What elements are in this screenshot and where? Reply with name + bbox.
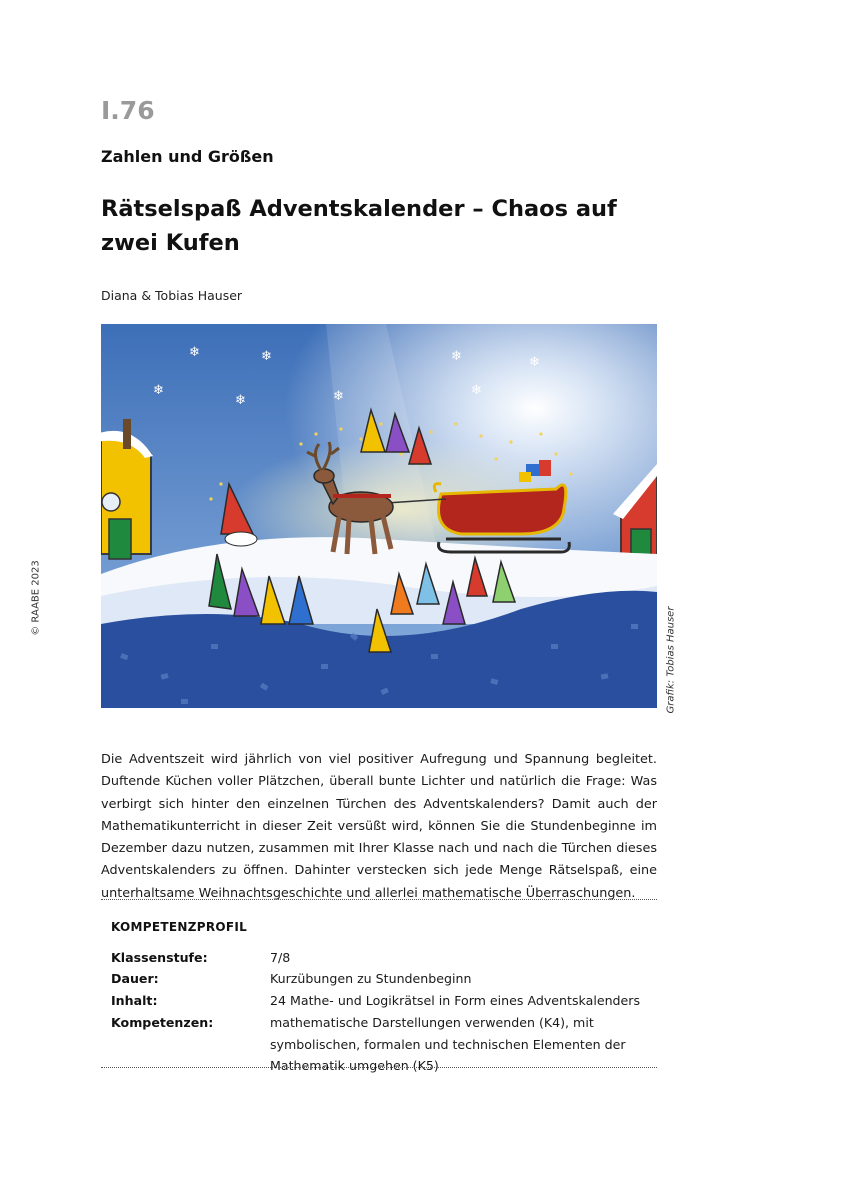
- page-title: Rätselspaß Adventskalender – Chaos auf zwei Kufen: [101, 196, 617, 256]
- svg-text:❄: ❄: [451, 349, 462, 364]
- profile-value: mathematische Darstellungen verwenden (K4), mit symbolischen, formalen und technischen Elementen der Mathematik umgehen (K5): [270, 1015, 626, 1073]
- profile-label: Dauer:: [111, 971, 159, 986]
- authors: Diana & Tobias Hauser: [101, 288, 243, 303]
- copyright-note: © RAABE 2023: [30, 560, 42, 636]
- profile-value: 24 Mathe- und Logikrätsel in Form eines Adventskalenders: [270, 993, 641, 1008]
- svg-text:❄: ❄: [261, 349, 272, 364]
- christmas-sleigh-illustration: [101, 324, 657, 708]
- svg-text:❄: ❄: [471, 383, 482, 398]
- svg-text:❄: ❄: [529, 355, 540, 370]
- profile-label: Kompetenzen:: [111, 1015, 214, 1030]
- illustration-credit: Grafik: Tobias Hauser: [665, 606, 677, 714]
- svg-text:❄: ❄: [333, 389, 344, 404]
- divider-bottom: [101, 1067, 657, 1068]
- intro-paragraph: Die Adventszeit wird jährlich von viel positiver Aufregung und Spannung begleitet. Duftende Küchen voller Plätzchen, überall bunte Lichter und natürlich die Frage: Was verbirgt sich hinter den einzelnen Türchen des Adventskalenders? Damit auch der Mathematikunterricht in dieser Zeit versüßt wird, können Sie die Stundenbeginne im Dezember dazu nutzen, zusammen mit Ihrer Klasse nach und nach die Türchen dieses Adventskalenders zu öffnen. Dahinter verstecken sich jede Menge Rätselspaß, eine unterhaltsame Weihnachtsgeschichte und allerlei mathematische Überraschungen.: [101, 752, 657, 901]
- profile-value: 7/8: [270, 950, 291, 965]
- profile-value: Kurzübungen zu Stundenbeginn: [270, 971, 472, 986]
- svg-text:❄: ❄: [189, 345, 200, 360]
- svg-text:❄: ❄: [235, 393, 246, 408]
- profile-label: Klassenstufe:: [111, 950, 208, 965]
- profile-heading: KOMPETENZPROFIL: [111, 920, 248, 934]
- chapter-code: I.76: [101, 96, 155, 125]
- section-title: Zahlen und Größen: [101, 147, 274, 166]
- divider-top: [101, 899, 657, 900]
- svg-text:❄: ❄: [153, 383, 164, 398]
- profile-label: Inhalt:: [111, 993, 158, 1008]
